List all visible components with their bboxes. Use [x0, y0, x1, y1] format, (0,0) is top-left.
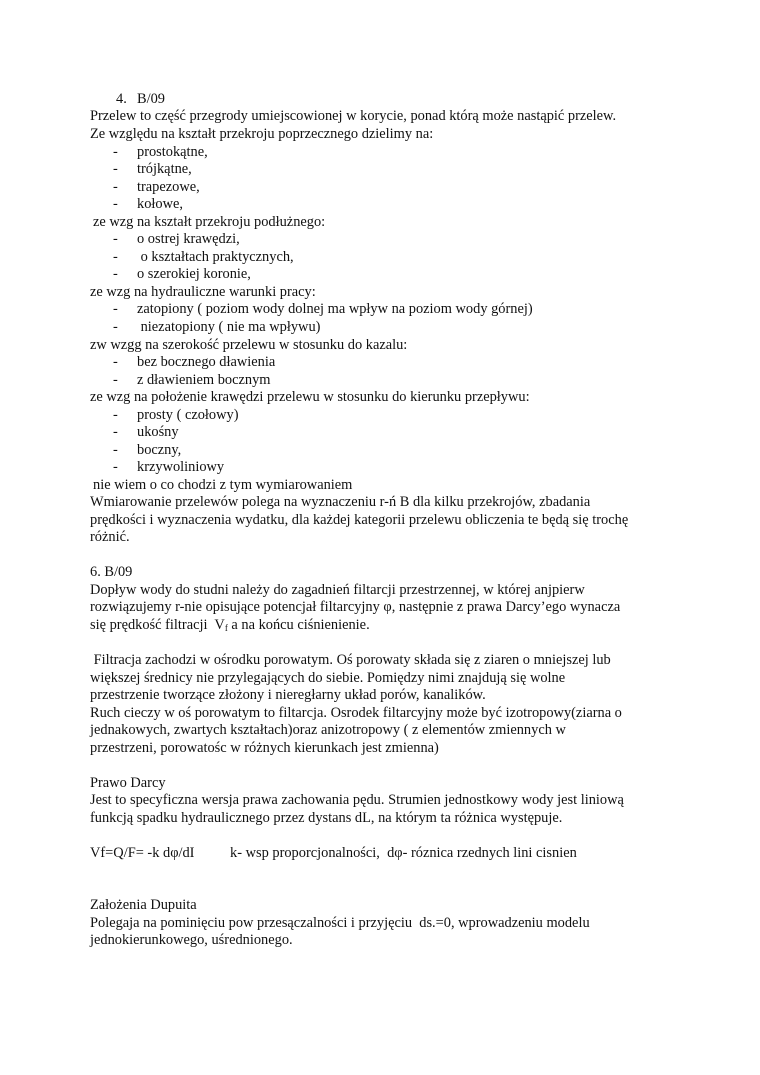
- list-bullet: -: [113, 231, 118, 247]
- text-run: a na końcu ciśnienienie.: [227, 617, 370, 633]
- list-item: zatopiony ( poziom wody dolnej ma wpływ na poziom wody górnej): [137, 301, 533, 317]
- paragraph-line: Polegaja na pominięciu pow przesączalności i przyjęciu ds.=0, wprowadzeniu modelu: [90, 915, 590, 931]
- list-bullet: -: [113, 266, 118, 282]
- list-item: trójkątne,: [137, 161, 192, 177]
- list-bullet: -: [113, 144, 118, 160]
- paragraph-line: prędkości i wyznaczenia wydatku, dla każdej kategorii przelewu obliczenia te będą się trochę: [90, 512, 629, 528]
- list-bullet: -: [113, 196, 118, 212]
- paragraph-line: Wmiarowanie przelewów polega na wyznaczeniu r-ń B dla kilku przekrojów, zbadania: [90, 494, 591, 510]
- list-heading: Ze względu na kształt przekroju poprzecznego dzielimy na:: [90, 126, 434, 142]
- list-item: o kształtach praktycznych,: [137, 249, 294, 265]
- list-heading: ze wzg na położenie krawędzi przelewu w stosunku do kierunku przepływu:: [90, 389, 530, 405]
- list-item: o ostrej krawędzi,: [137, 231, 240, 247]
- list-item: o szerokiej koronie,: [137, 266, 251, 282]
- list-bullet: -: [113, 354, 118, 370]
- paragraph-line: [90, 617, 370, 634]
- paragraph-line: Jest to specyficzna wersja prawa zachowania pędu. Strumien jednostkowy wody jest liniową: [90, 792, 624, 808]
- text-run: się prędkość filtracji V: [90, 617, 225, 633]
- paragraph-line: rozwiązujemy r-nie opisujące potencjał filtarcyjny φ, następnie z prawa Darcy’ego wynacza: [90, 599, 621, 615]
- list-item: prosty ( czołowy): [137, 407, 239, 423]
- paragraph-line: funkcją spadku hydraulicznego przez dystans dL, na którym ta różnica występuje.: [90, 810, 563, 826]
- paragraph-line: jednakowych, zwartych kształtach)oraz anizotropowy ( z elementów zmiennych w: [90, 722, 566, 738]
- list-bullet: -: [113, 301, 118, 317]
- list-item: kołowe,: [137, 196, 183, 212]
- subscript: f: [224, 623, 228, 633]
- list-bullet: -: [113, 407, 118, 423]
- paragraph-line: większej średnicy nie przylegających do siebie. Pomiędzy nimi znajdują się wolne: [90, 670, 566, 686]
- paragraph-line: przestrzeni, porowatośc w różnych kierunkach jest zmienna): [90, 740, 439, 756]
- paragraph-line: Przelew to część przegrody umiejscowionej w korycie, ponad którą może nastąpić przelew.: [90, 108, 617, 124]
- list-heading: ze wzg na hydrauliczne warunki pracy:: [90, 284, 316, 300]
- list-bullet: -: [113, 442, 118, 458]
- paragraph-line: Dopływ wody do studni należy do zagadnień filtarcji przestrzennej, w której anjpierw: [90, 582, 585, 598]
- subheading: Założenia Dupuita: [90, 897, 197, 913]
- list-bullet: -: [113, 319, 118, 335]
- subheading: Prawo Darcy: [90, 775, 166, 791]
- formula: Vf=Q/F= -k dφ/dI: [90, 845, 195, 861]
- list-bullet: -: [113, 424, 118, 440]
- list-item: boczny,: [137, 442, 182, 458]
- list-item: niezatopiony ( nie ma wpływu): [137, 319, 321, 335]
- list-item: krzywoliniowy: [137, 459, 225, 475]
- paragraph-line: Filtracja zachodzi w ośrodku porowatym. Oś porowaty składa się z ziaren o mniejszej lub: [90, 652, 611, 668]
- section-number: 4.: [116, 91, 127, 107]
- list-heading: zw wzgg na szerokość przelewu w stosunku do kazalu:: [90, 337, 408, 353]
- list-item: trapezowe,: [137, 179, 200, 195]
- list-heading: ze wzg na kształt przekroju podłużnego:: [93, 214, 326, 230]
- list-item: bez bocznego dławienia: [137, 354, 276, 370]
- note-line: nie wiem o co chodzi z tym wymiarowaniem: [93, 477, 353, 493]
- list-bullet: -: [113, 459, 118, 475]
- section-title: B/09: [137, 91, 165, 107]
- list-bullet: -: [113, 372, 118, 388]
- list-item: prostokątne,: [137, 144, 208, 160]
- formula-note: k- wsp proporcjonalności, dφ- róznica rzednych lini cisnien: [230, 845, 577, 861]
- list-bullet: -: [113, 161, 118, 177]
- list-bullet: -: [113, 249, 118, 265]
- list-item: z dławieniem bocznym: [137, 372, 271, 388]
- section-title: 6. B/09: [90, 564, 133, 580]
- list-item: ukośny: [137, 424, 179, 440]
- paragraph-line: przestrzenie tworzące złożony i nieregłarny układ porów, kanalików.: [90, 687, 486, 703]
- paragraph-line: różnić.: [90, 529, 130, 545]
- list-bullet: -: [113, 179, 118, 195]
- paragraph-line: jednokierunkowego, uśrednionego.: [90, 932, 293, 948]
- paragraph-line: Ruch cieczy w oś porowatym to filtarcja. Osrodek filtarcyjny może być izotropowy(ziarna o: [90, 705, 622, 721]
